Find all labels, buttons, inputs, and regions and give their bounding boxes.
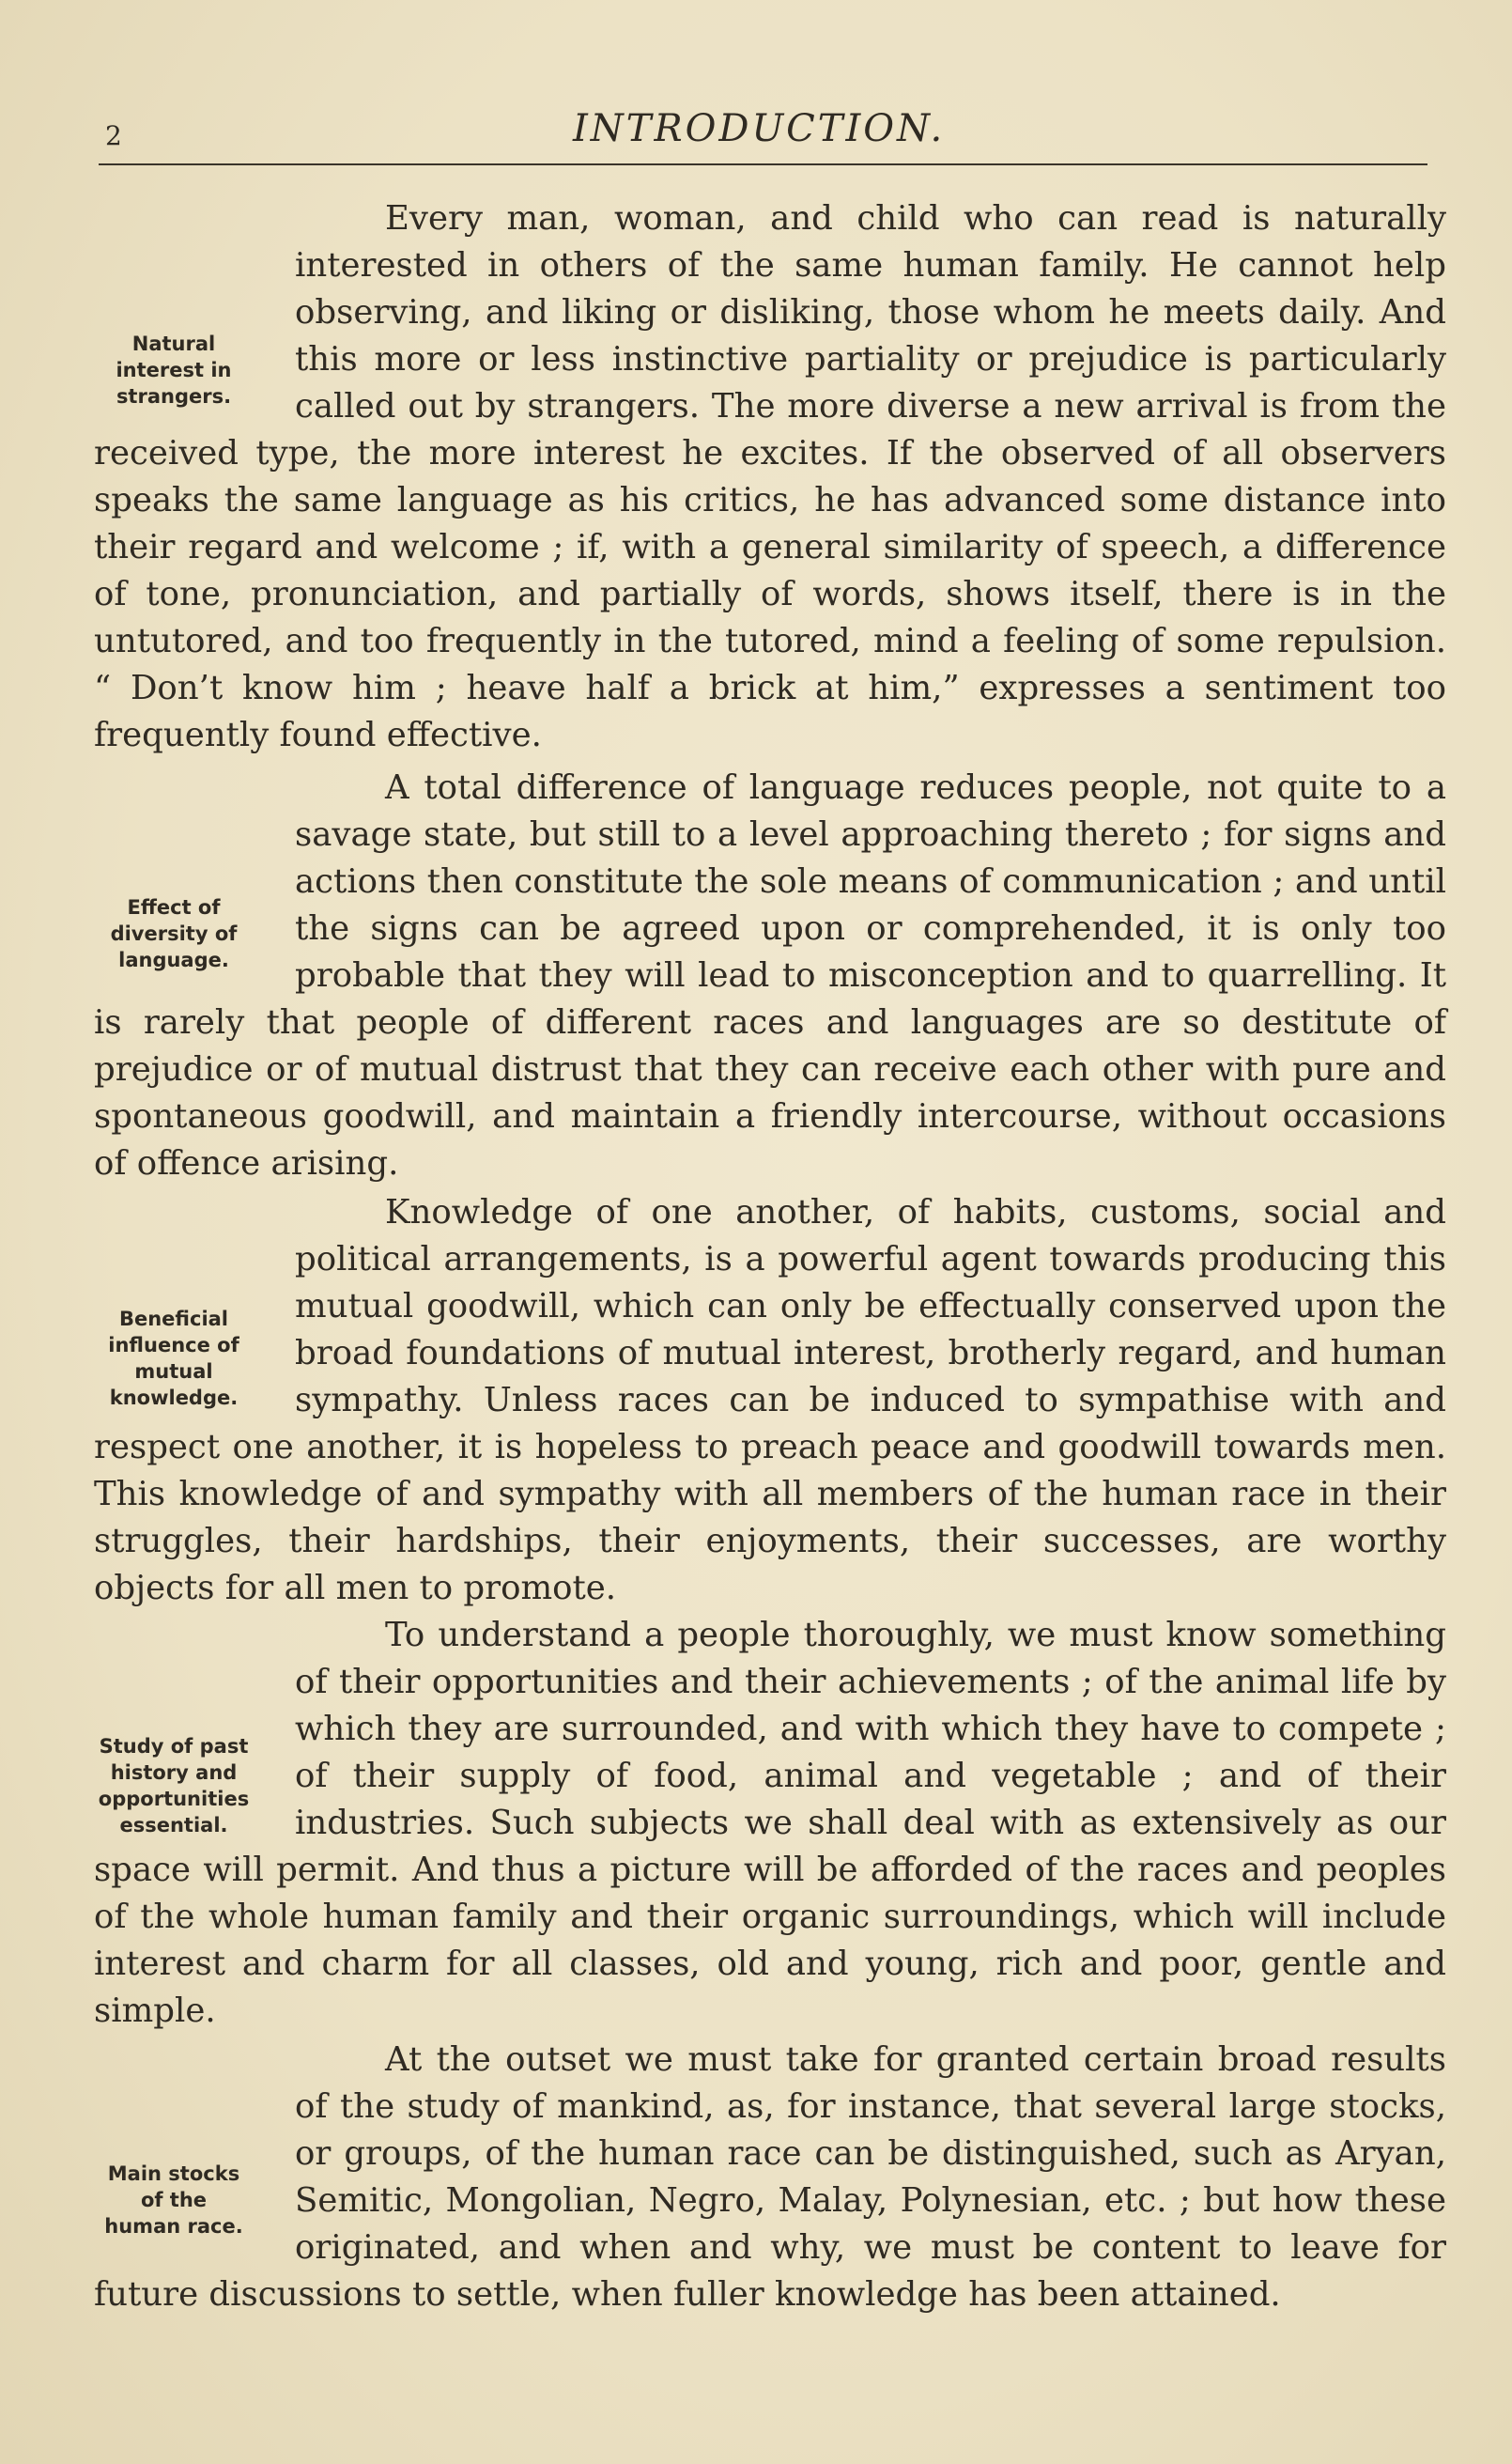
margin-note-line: human race. — [104, 2215, 243, 2238]
paragraph-text: Knowledge of one another, of habits, customs, social and political arrangements, is a powerful agent towards producing this mutual goodwill, which can only be effectually conserved upon the broad foundations of mutual interest, brotherly regard, and human sympathy. Unless races can be induced to sympathise with and respect one another, it is hopeless to preach peace and goodwill towards men. This knowledge of and sympathy with all members of the human race in their struggles, their hardships, their enjoyments, their successes, are worthy objects for all men to promote. — [94, 1193, 1446, 1607]
paragraph-opportunities — [94, 1612, 1446, 2035]
paragraph-text: Every man, woman, and child who can read is naturally interested in others of the same human family. He cannot help observing, and liking or disliking, those whom he meets daily. And this more or less instinctive partiality or prejudice is particularly called out by strangers. The more diverse a new arrival is from the received type, the more interest he excites. If the observed of all observers speaks the same language as his critics, he has advanced some distance into their regard and welcome ; if, with a general similarity of speech, a difference of tone, pronunciation, and partially of words, shows itself, there is in the untutored, and too frequently in the tutored, mind a feeling of some repulsion. “ Don’t know him ; heave half a brick at him,” expresses a sentiment too frequently found effective. — [94, 199, 1446, 754]
header-rule — [99, 163, 1427, 165]
margin-note-line: history and — [110, 1761, 238, 1784]
margin-note-line: influence of — [108, 1334, 239, 1356]
paragraph-strangers — [94, 195, 1446, 759]
margin-note-line: opportunities — [98, 1788, 250, 1810]
margin-note-line: mutual — [134, 1360, 213, 1383]
paragraph-main-stocks — [94, 2037, 1446, 2318]
paragraph-text: A total difference of language reduces people, not quite to a savage state, but still to a level approaching thereto ; for signs and actions then constitute the sole means of communication ; and until the signs can be agreed upon or comprehended, it is only too probable that they will lead to misconception and to quarrelling. It is rarely that people of different races and languages are so destitute of prejudice or of mutual distrust that they can receive each other with pure and spontaneous goodwill, and maintain a friendly intercourse, without occasions of offence arising. — [94, 768, 1446, 1183]
margin-note-line: Effect of — [127, 896, 221, 919]
paragraph-text: To understand a people thoroughly, we must know something of their opportunities and their achievements ; of the animal life by which they are surrounded, and with which they have to compete ; of their supply of food, animal and vegetable ; and of their industries. Such subjects we shall deal with as extensively as our space will permit. And thus a picture will be afforded of the races and peoples of the whole human family and their organic surroundings, which will include interest and charm for all classes, old and young, rich and poor, gentle and simple. — [94, 1616, 1446, 2030]
margin-note-line: Natural — [131, 333, 216, 355]
margin-note-line: Study of past — [99, 1735, 249, 1758]
margin-gap — [94, 1706, 295, 1847]
paragraph-knowledge — [94, 1189, 1446, 1612]
margin-note-line: Beneficial — [118, 1308, 229, 1330]
margin-note-line: interest in — [116, 359, 232, 381]
page-number: 2 — [105, 120, 122, 151]
paragraph-language — [94, 765, 1446, 1187]
margin-gap — [94, 1283, 295, 1424]
margin-note-line: Main stocks — [107, 2162, 240, 2185]
margin-gap — [94, 2131, 295, 2271]
margin-gap — [94, 289, 295, 430]
margin-note-line: diversity of — [110, 922, 238, 945]
margin-note-line: essential. — [119, 1814, 228, 1836]
paragraph-text: At the outset we must take for granted certain broad results of the study of mankind, as, for instance, that several large stocks, or groups, of the human race can be distinguished, such as Aryan, Semitic, Mongolian, Negro, Malay, Polynesian, etc. ; but how these originated, and when and why, we must be content to leave for future discussions to settle, when fuller knowledge has been attained. — [94, 2040, 1446, 2314]
margin-note-line: of the — [140, 2189, 208, 2211]
margin-note-line: knowledge. — [109, 1387, 239, 1409]
margin-gap — [94, 859, 295, 1000]
margin-note-line: language. — [118, 949, 229, 971]
running-head: INTRODUCTION. — [573, 107, 946, 150]
margin-note-line: strangers. — [116, 385, 232, 408]
